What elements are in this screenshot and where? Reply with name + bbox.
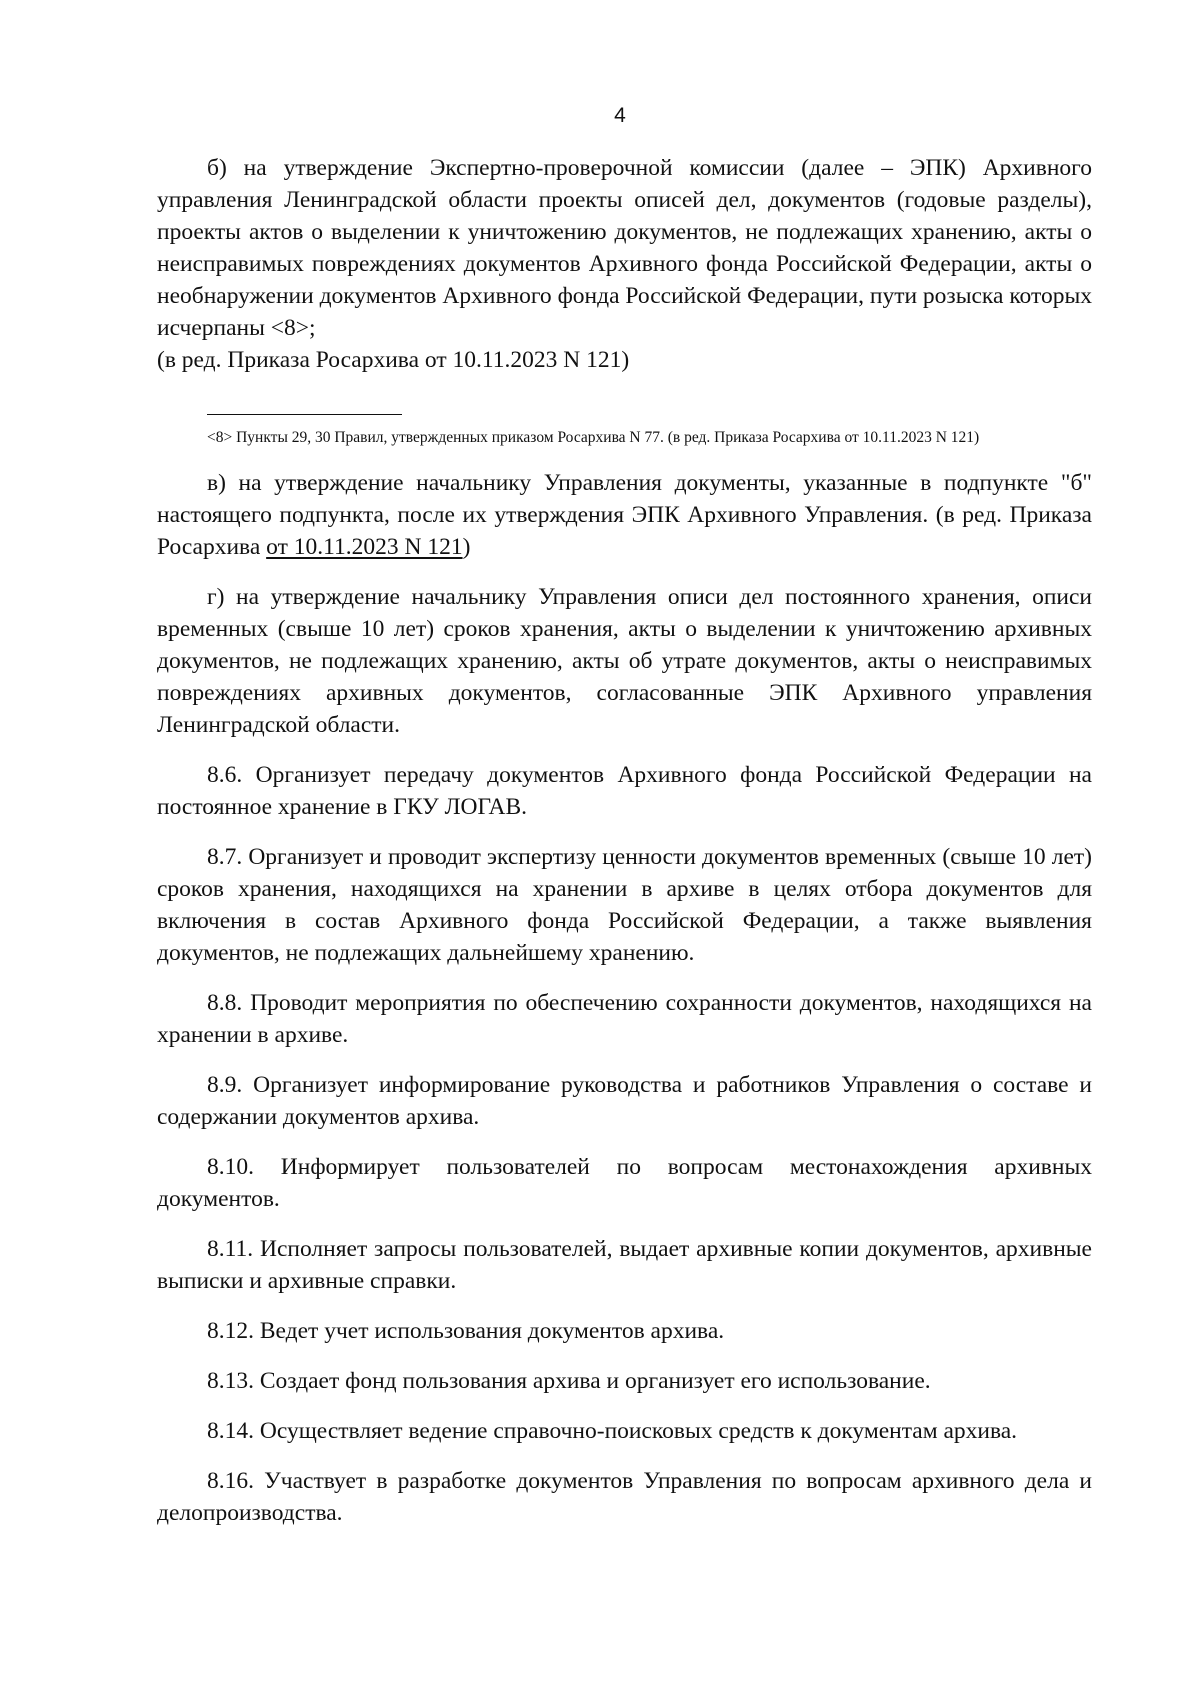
paragraph-8-7: 8.7. Организует и проводит экспертизу ценности документов временных (свыше 10 лет) сроков хранения, находящихся на хранении в архиве в целях отбора документов для включения в состав Архивного фонда Российской Федерации, а также выявления документов, не подлежащих дальнейшему хранению.	[157, 844, 1092, 966]
spacer	[157, 1347, 1092, 1365]
spacer	[157, 1297, 1092, 1315]
paragraph-b: б) на утверждение Экспертно-проверочной комиссии (далее – ЭПК) Архивного управления Ленинградской области проекты описей дел, документов (годовые разделы), проекты актов о выделении к уничтожению документов, не подлежащих хранению, акты о неисправимых повреждениях документов Архивного фонда Российской Федерации, акты о необнаружении документов Архивного фонда Российской Федерации, пути розыска которых исчерпаны <8>;	[157, 155, 1092, 341]
spacer	[157, 1447, 1092, 1465]
spacer	[157, 823, 1092, 841]
paragraph-v	[157, 467, 1092, 563]
spacer	[157, 969, 1092, 987]
spacer	[157, 563, 1092, 581]
paragraph-8-6: 8.6. Организует передачу документов Архивного фонда Российской Федерации на постоянное хранение в ГКУ ЛОГАВ.	[157, 762, 1092, 820]
spacer	[157, 1397, 1092, 1415]
spacer	[157, 1133, 1092, 1151]
amendment-link[interactable]: от 10.11.2023 N 121	[266, 534, 463, 560]
paragraph-8-10: 8.10. Информирует пользователей по вопросам местонахождения архивных документов.	[157, 1154, 1092, 1212]
paragraph-v-text: в) на утверждение начальнику Управления документы, указанные в подпункте "б" настоящего подпункта, после их утверждения ЭПК Архивного Управления. (в ред. Приказа Росархива	[157, 470, 1092, 560]
spacer	[157, 449, 1092, 467]
paragraph-8-14: 8.14. Осуществляет ведение справочно-поисковых средств к документам архива.	[207, 1418, 1018, 1444]
paragraph-8-16: 8.16. Участвует в разработке документов Управления по вопросам архивного дела и делопроизводства.	[157, 1468, 1092, 1526]
paragraph-8-9: 8.9. Организует информирование руководства и работников Управления о составе и содержании документов архива.	[157, 1072, 1092, 1130]
paragraph-g: г) на утверждение начальнику Управления описи дел постоянного хранения, описи временных (свыше 10 лет) сроков хранения, акты о выделении к уничтожению архивных документов, не подлежащих хранению, акты об утрате документов, акты о неисправимых повреждениях архивных документов, согласованные ЭПК Архивного управления Ленинградской области.	[157, 584, 1092, 738]
paragraph-v-end: )	[462, 534, 471, 560]
spacer	[157, 1215, 1092, 1233]
paragraph-8-11: 8.11. Исполняет запросы пользователей, выдает архивные копии документов, архивные выписки и архивные справки.	[157, 1236, 1092, 1294]
page-number: 4	[614, 104, 626, 127]
paragraph-b-amendment: (в ред. Приказа Росархива от 10.11.2023 N 121)	[157, 347, 630, 373]
spacer	[157, 1051, 1092, 1069]
paragraph-8-13: 8.13. Создает фонд пользования архива и организует его использование.	[207, 1368, 931, 1394]
spacer	[157, 741, 1092, 759]
footnote-8: <8> Пункты 29, 30 Правил, утвержденных приказом Росархива N 77. (в ред. Приказа Росархива от 10.11.2023 N 121)	[207, 429, 980, 446]
paragraph-8-12: 8.12. Ведет учет использования документов архива.	[207, 1318, 725, 1344]
footnote-separator	[207, 414, 402, 415]
paragraph-8-8: 8.8. Проводит мероприятия по обеспечению сохранности документов, находящихся на хранении в архиве.	[157, 990, 1092, 1048]
document-body	[157, 152, 1092, 1529]
